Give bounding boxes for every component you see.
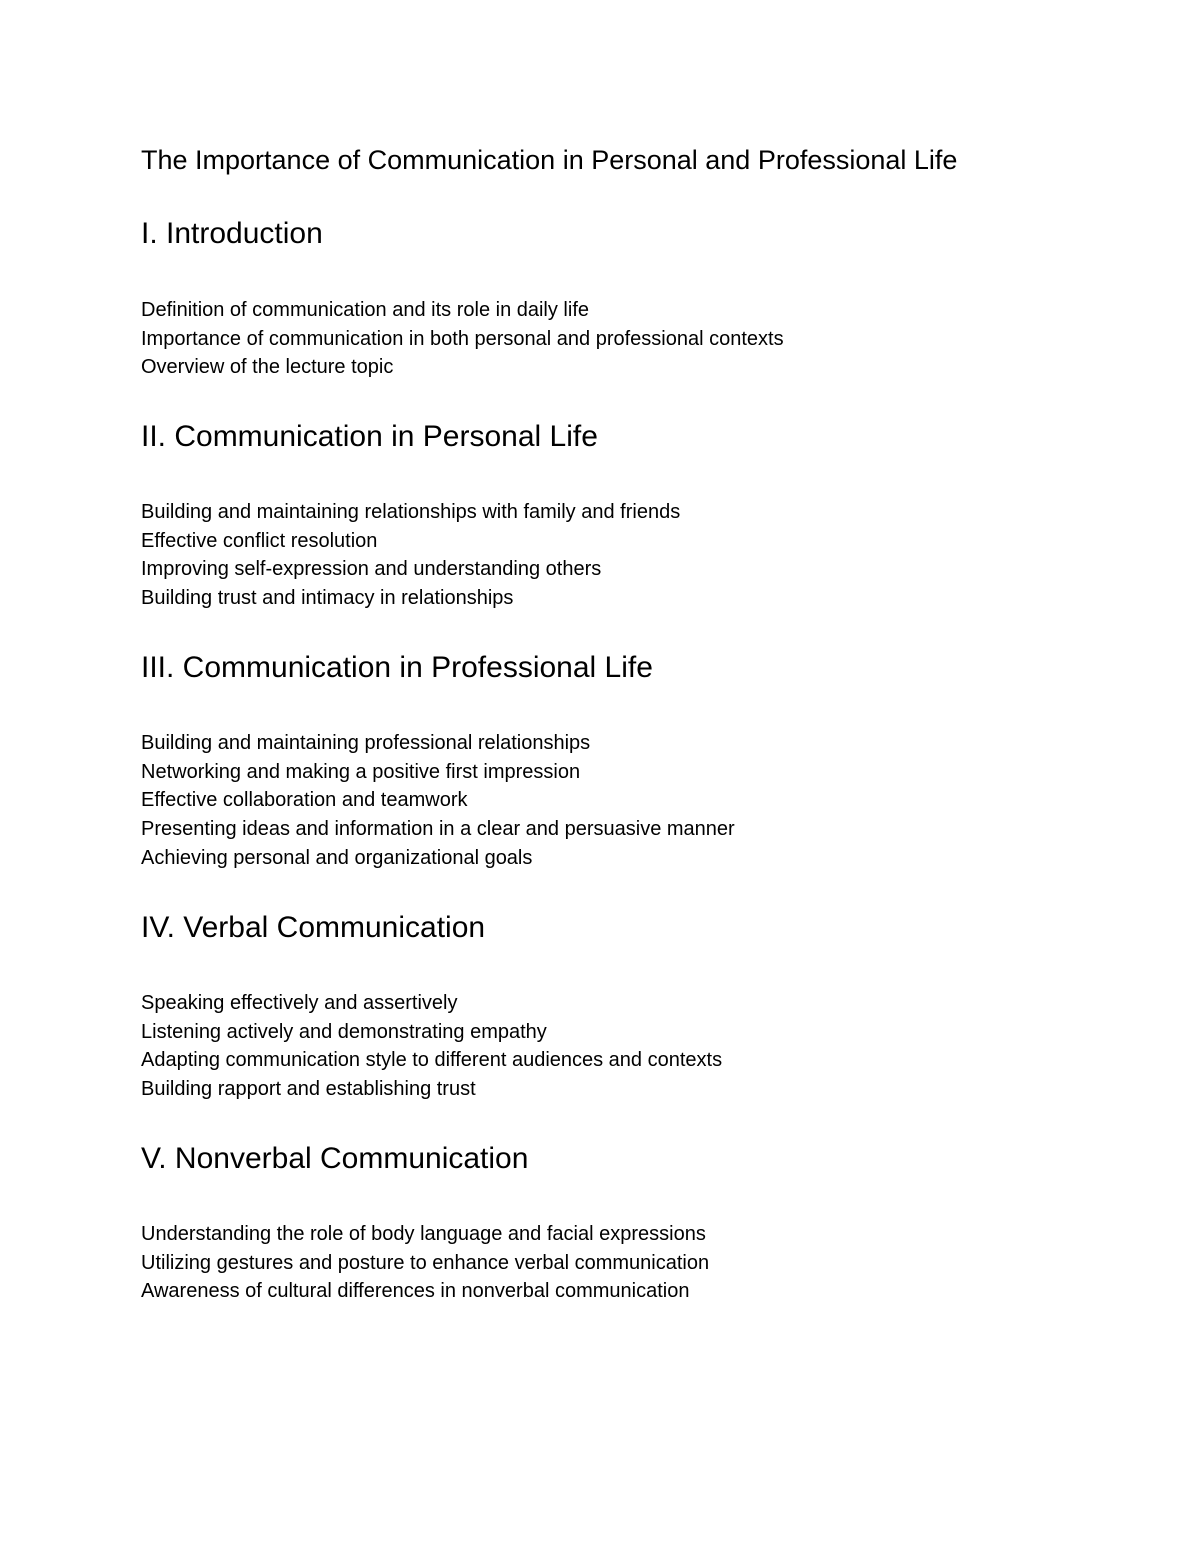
list-item: Achieving personal and organizational goals xyxy=(141,846,533,869)
list-item: Overview of the lecture topic xyxy=(141,356,394,379)
document-title: The Importance of Communication in Personal and Professional Life xyxy=(141,145,958,175)
section-heading-introduction: I. Introduction xyxy=(141,217,323,250)
list-item: Improving self-expression and understanding others xyxy=(141,558,602,581)
section-list-nonverbal-communication xyxy=(141,1220,709,1306)
section-list-verbal-communication xyxy=(141,989,722,1104)
list-item: Adapting communication style to different audiences and contexts xyxy=(141,1049,723,1072)
section-heading-verbal-communication: IV. Verbal Communication xyxy=(141,911,486,944)
section-list-professional-life xyxy=(141,729,735,873)
list-item: Importance of communication in both personal and professional contexts xyxy=(141,327,784,350)
list-item: Building trust and intimacy in relationships xyxy=(141,587,514,610)
section-heading-personal-life: II. Communication in Personal Life xyxy=(141,420,598,453)
section-list-personal-life xyxy=(141,498,680,613)
list-item: Presenting ideas and information in a clear and persuasive manner xyxy=(141,818,735,841)
list-item: Building and maintaining relationships with family and friends xyxy=(141,501,681,523)
list-item: Building and maintaining professional relationships xyxy=(141,732,591,754)
section-heading-nonverbal-communication: V. Nonverbal Communication xyxy=(141,1142,529,1175)
list-item: Effective conflict resolution xyxy=(141,529,378,552)
list-item: Understanding the role of body language and facial expressions xyxy=(141,1223,706,1245)
list-item: Speaking effectively and assertively xyxy=(141,992,458,1014)
list-item: Definition of communication and its role in daily life xyxy=(141,299,589,321)
list-item: Awareness of cultural differences in nonverbal communication xyxy=(141,1280,690,1303)
list-item: Building rapport and establishing trust xyxy=(141,1078,476,1101)
section-list-introduction xyxy=(141,296,784,382)
list-item: Effective collaboration and teamwork xyxy=(141,789,468,812)
list-item: Utilizing gestures and posture to enhance verbal communication xyxy=(141,1251,710,1274)
section-heading-professional-life: III. Communication in Professional Life xyxy=(141,651,653,684)
list-item: Listening actively and demonstrating empathy xyxy=(141,1020,547,1043)
list-item: Networking and making a positive first impression xyxy=(141,760,581,783)
